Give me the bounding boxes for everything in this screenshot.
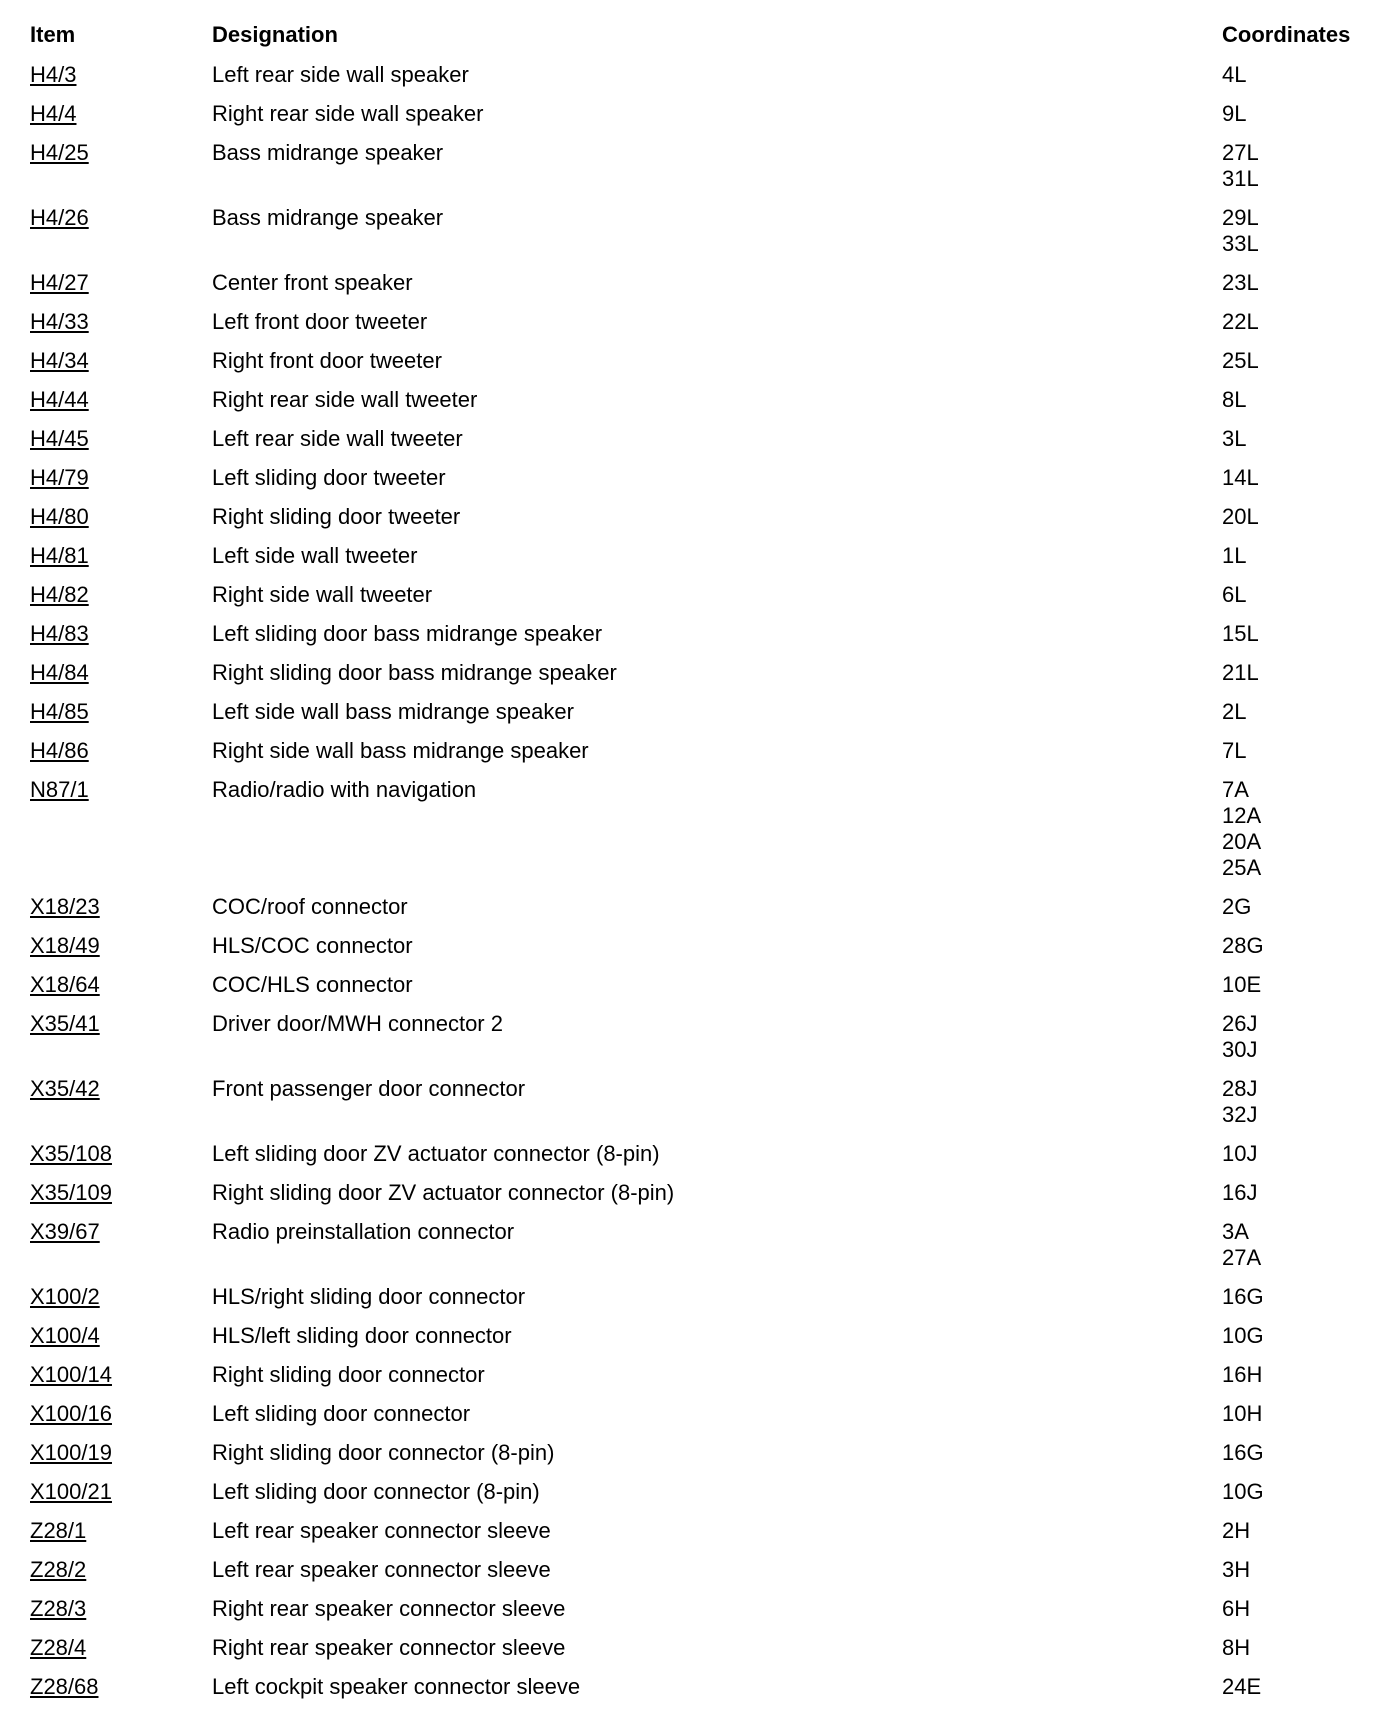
item-link[interactable]: H4/3	[30, 62, 77, 87]
designation-text: Left front door tweeter	[212, 309, 428, 334]
item-link[interactable]: X39/67	[30, 1219, 100, 1244]
designation-text: Right sliding door connector	[212, 1362, 485, 1387]
coordinate-value: 10G	[1222, 1323, 1264, 1348]
table-row	[0, 1011, 1376, 1076]
designation-text: Right sliding door tweeter	[212, 504, 461, 529]
coordinate-value: 21L	[1222, 660, 1259, 685]
designation-text: HLS/COC connector	[212, 933, 413, 958]
coordinate-value: 26J	[1222, 1011, 1258, 1036]
designation-text: Radio/radio with navigation	[212, 777, 477, 802]
coordinate-value: 25L	[1222, 348, 1259, 373]
item-link[interactable]: X18/23	[30, 894, 100, 919]
coordinates-cell	[1222, 894, 1251, 920]
item-link[interactable]: H4/81	[30, 543, 89, 568]
item-link[interactable]: Z28/68	[30, 1674, 99, 1699]
item-link[interactable]: H4/86	[30, 738, 89, 763]
item-link[interactable]: H4/26	[30, 205, 89, 230]
designation-text: Left rear side wall speaker	[212, 62, 469, 87]
table-row	[0, 1557, 1376, 1596]
designation-text: Driver door/MWH connector 2	[212, 1011, 503, 1036]
table-row	[0, 140, 1376, 205]
table-header	[0, 22, 1376, 54]
coordinates-cell	[1222, 933, 1264, 959]
designation-text: Left sliding door ZV actuator connector (8-pin)	[212, 1141, 660, 1166]
item-link[interactable]: Z28/4	[30, 1635, 87, 1660]
item-link[interactable]: N87/1	[30, 777, 89, 802]
coordinate-value: 20A	[1222, 829, 1262, 854]
item-link[interactable]: H4/45	[30, 426, 89, 451]
table-row	[0, 1401, 1376, 1440]
coordinates-cell	[1222, 1635, 1250, 1661]
coordinate-value: 4L	[1222, 62, 1247, 87]
designation-text: Right rear speaker connector sleeve	[212, 1635, 566, 1660]
item-link[interactable]: H4/80	[30, 504, 89, 529]
table-row	[0, 1284, 1376, 1323]
designation-text: Center front speaker	[212, 270, 413, 295]
coordinate-value: 6L	[1222, 582, 1247, 607]
coordinate-value: 2G	[1222, 894, 1252, 919]
table-row	[0, 1180, 1376, 1219]
coordinates-cell	[1222, 504, 1259, 530]
item-link[interactable]: X18/49	[30, 933, 100, 958]
header-coordinates: Coordinates	[1222, 22, 1351, 47]
item-link[interactable]: H4/34	[30, 348, 89, 373]
designation-text: Bass midrange speaker	[212, 140, 444, 165]
coordinate-value: 14L	[1222, 465, 1259, 490]
coordinate-value: 20L	[1222, 504, 1259, 529]
table-row	[0, 972, 1376, 1011]
item-link[interactable]: X100/2	[30, 1284, 100, 1309]
coordinate-value: 15L	[1222, 621, 1259, 646]
item-link[interactable]: H4/25	[30, 140, 89, 165]
designation-text: Right sliding door connector (8-pin)	[212, 1440, 555, 1465]
item-link[interactable]: H4/82	[30, 582, 89, 607]
coordinate-value: 10H	[1222, 1401, 1263, 1426]
coordinate-value: 2H	[1222, 1518, 1251, 1543]
item-link[interactable]: H4/79	[30, 465, 89, 490]
coordinate-value: 27A	[1222, 1245, 1262, 1270]
coordinate-value: 25A	[1222, 855, 1262, 880]
table-row	[0, 387, 1376, 426]
table-row	[0, 504, 1376, 543]
item-link[interactable]: X35/41	[30, 1011, 100, 1036]
item-link[interactable]: Z28/2	[30, 1557, 87, 1582]
table-row	[0, 1479, 1376, 1518]
designation-text: Left sliding door tweeter	[212, 465, 446, 490]
item-link[interactable]: H4/27	[30, 270, 89, 295]
designation-text: Radio preinstallation connector	[212, 1219, 515, 1244]
coordinates-cell	[1222, 1011, 1257, 1063]
designation-text: Right rear side wall speaker	[212, 101, 484, 126]
coordinates-cell	[1222, 309, 1259, 335]
item-link[interactable]: H4/44	[30, 387, 89, 412]
table-row	[0, 426, 1376, 465]
coordinate-value: 28G	[1222, 933, 1264, 958]
coordinates-cell	[1222, 1284, 1264, 1310]
coordinates-cell	[1222, 1180, 1257, 1206]
designation-text: Left side wall bass midrange speaker	[212, 699, 574, 724]
table-row	[0, 1440, 1376, 1479]
table-row	[0, 543, 1376, 582]
table-row	[0, 1635, 1376, 1674]
designation-text: Left rear side wall tweeter	[212, 426, 463, 451]
coordinates-cell	[1222, 1401, 1262, 1427]
item-link[interactable]: X100/16	[30, 1401, 112, 1426]
coordinate-value: 9L	[1222, 101, 1247, 126]
coordinate-value: 23L	[1222, 270, 1259, 295]
table-row	[0, 777, 1376, 894]
coordinates-cell	[1222, 660, 1259, 686]
designation-text: Left cockpit speaker connector sleeve	[212, 1674, 581, 1699]
coordinate-value: 16J	[1222, 1180, 1258, 1205]
coordinate-value: 10E	[1222, 972, 1262, 997]
coordinate-value: 3A	[1222, 1219, 1249, 1244]
table-body	[0, 62, 1376, 1713]
item-link[interactable]: X35/109	[30, 1180, 112, 1205]
coordinates-cell	[1222, 738, 1246, 764]
table-row	[0, 582, 1376, 621]
coordinate-value: 27L	[1222, 140, 1259, 165]
designation-text: HLS/left sliding door connector	[212, 1323, 512, 1348]
coordinates-cell	[1222, 205, 1259, 257]
coordinate-value: 10G	[1222, 1479, 1264, 1504]
coordinate-value: 2L	[1222, 699, 1247, 724]
item-link[interactable]: H4/33	[30, 309, 89, 334]
designation-text: Left rear speaker connector sleeve	[212, 1557, 551, 1582]
coordinate-value: 28J	[1222, 1076, 1258, 1101]
coordinate-value: 10J	[1222, 1141, 1258, 1166]
coordinate-value: 1L	[1222, 543, 1247, 568]
coordinate-value: 32J	[1222, 1102, 1258, 1127]
coordinates-cell	[1222, 62, 1246, 88]
coordinates-cell	[1222, 140, 1259, 192]
item-link[interactable]: Z28/3	[30, 1596, 87, 1621]
designation-text: Right sliding door ZV actuator connector (8-pin)	[212, 1180, 675, 1205]
coordinate-value: 22L	[1222, 309, 1259, 334]
designation-text: Right rear side wall tweeter	[212, 387, 478, 412]
table-row	[0, 101, 1376, 140]
coordinate-value: 8H	[1222, 1635, 1251, 1660]
table-row	[0, 270, 1376, 309]
coordinates-cell	[1222, 1479, 1264, 1505]
coordinates-cell	[1222, 543, 1246, 569]
coordinate-value: 31L	[1222, 166, 1259, 191]
item-link[interactable]: H4/4	[30, 101, 77, 126]
coordinates-cell	[1222, 387, 1246, 413]
table-row	[0, 1362, 1376, 1401]
item-link[interactable]: X100/21	[30, 1479, 112, 1504]
coordinates-cell	[1222, 1440, 1264, 1466]
coordinate-value: 16H	[1222, 1362, 1263, 1387]
item-link[interactable]: X100/4	[30, 1323, 100, 1348]
table-row	[0, 465, 1376, 504]
designation-text: Front passenger door connector	[212, 1076, 526, 1101]
header-item: Item	[30, 22, 76, 47]
coordinates-cell	[1222, 621, 1259, 647]
coordinates-cell	[1222, 777, 1261, 881]
table-row	[0, 894, 1376, 933]
coordinate-value: 24E	[1222, 1674, 1262, 1699]
designation-text: Left sliding door connector	[212, 1401, 471, 1426]
table-row	[0, 933, 1376, 972]
designation-text: Right rear speaker connector sleeve	[212, 1596, 566, 1621]
coordinates-cell	[1222, 1674, 1261, 1700]
item-link[interactable]: H4/85	[30, 699, 89, 724]
designation-text: HLS/right sliding door connector	[212, 1284, 526, 1309]
coordinates-cell	[1222, 1518, 1250, 1544]
coordinate-value: 3H	[1222, 1557, 1251, 1582]
designation-text: Right front door tweeter	[212, 348, 442, 373]
coordinate-value: 33L	[1222, 231, 1259, 256]
coordinates-cell	[1222, 1557, 1250, 1583]
coordinates-cell	[1222, 465, 1259, 491]
designation-text: Right sliding door bass midrange speaker	[212, 660, 617, 685]
item-link[interactable]: Z28/1	[30, 1518, 87, 1543]
coordinates-cell	[1222, 582, 1246, 608]
designation-text: Left sliding door bass midrange speaker	[212, 621, 603, 646]
table-row	[0, 1674, 1376, 1713]
coordinate-value: 29L	[1222, 205, 1259, 230]
table-row	[0, 738, 1376, 777]
coordinate-value: 16G	[1222, 1440, 1264, 1465]
coordinate-value: 7A	[1222, 777, 1249, 802]
coordinate-value: 6H	[1222, 1596, 1251, 1621]
designation-text: Right side wall bass midrange speaker	[212, 738, 589, 763]
table-row	[0, 62, 1376, 101]
table-row	[0, 1323, 1376, 1362]
coordinates-cell	[1222, 1076, 1257, 1128]
coordinates-cell	[1222, 348, 1259, 374]
table-row	[0, 309, 1376, 348]
item-link[interactable]: X18/64	[30, 972, 100, 997]
item-link[interactable]: X100/14	[30, 1362, 112, 1387]
item-link[interactable]: H4/83	[30, 621, 89, 646]
designation-text: Left rear speaker connector sleeve	[212, 1518, 551, 1543]
item-link[interactable]: X100/19	[30, 1440, 112, 1465]
coordinates-cell	[1222, 270, 1259, 296]
table-row	[0, 1076, 1376, 1141]
designation-text: Bass midrange speaker	[212, 205, 444, 230]
coordinates-cell	[1222, 101, 1246, 127]
table-row	[0, 660, 1376, 699]
coordinates-cell	[1222, 699, 1246, 725]
table-row	[0, 1141, 1376, 1180]
table-row	[0, 1518, 1376, 1557]
table-row	[0, 348, 1376, 387]
designation-text: Left side wall tweeter	[212, 543, 418, 568]
item-link[interactable]: X35/42	[30, 1076, 100, 1101]
coordinate-value: 8L	[1222, 387, 1247, 412]
table-row	[0, 205, 1376, 270]
coordinates-cell	[1222, 1219, 1261, 1271]
table-row	[0, 1596, 1376, 1635]
coordinate-value: 7L	[1222, 738, 1247, 763]
designation-text: Right side wall tweeter	[212, 582, 433, 607]
header-designation: Designation	[212, 22, 338, 47]
coordinate-value: 3L	[1222, 426, 1247, 451]
table-row	[0, 621, 1376, 660]
coordinates-cell	[1222, 1596, 1250, 1622]
coordinates-cell	[1222, 1362, 1262, 1388]
designation-text: Left sliding door connector (8-pin)	[212, 1479, 540, 1504]
designation-text: COC/roof connector	[212, 894, 408, 919]
coordinates-cell	[1222, 1141, 1257, 1167]
coordinates-cell	[1222, 426, 1246, 452]
table-row	[0, 699, 1376, 738]
designation-text: COC/HLS connector	[212, 972, 413, 997]
table-row	[0, 1219, 1376, 1284]
coordinates-cell	[1222, 972, 1261, 998]
coordinate-value: 30J	[1222, 1037, 1258, 1062]
item-link[interactable]: X35/108	[30, 1141, 112, 1166]
coordinates-cell	[1222, 1323, 1264, 1349]
item-link[interactable]: H4/84	[30, 660, 89, 685]
coordinate-value: 12A	[1222, 803, 1262, 828]
coordinate-value: 16G	[1222, 1284, 1264, 1309]
